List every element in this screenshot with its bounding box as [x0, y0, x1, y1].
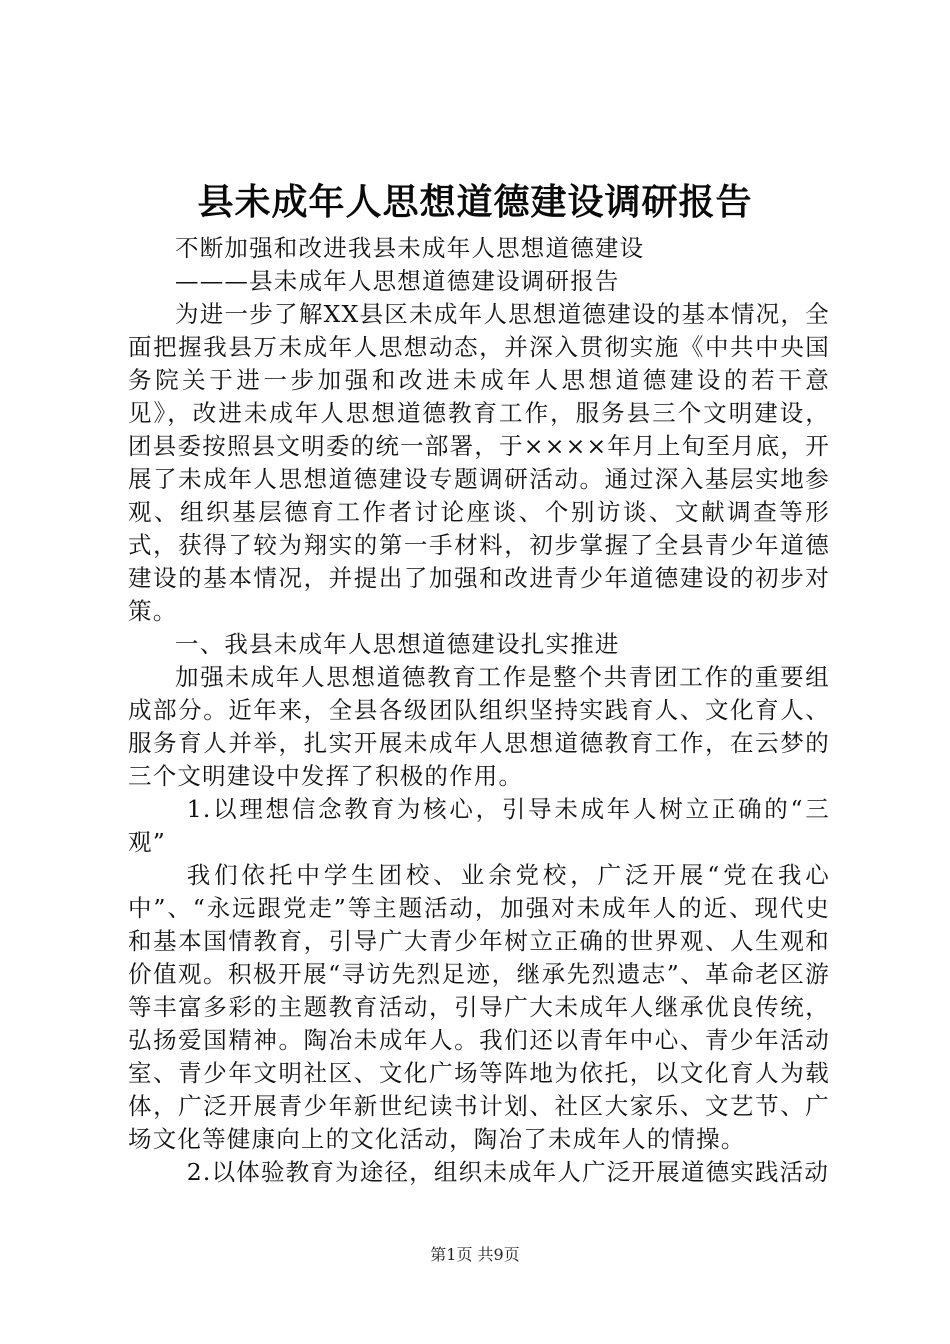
document-body — [128, 232, 830, 1189]
list-item-1: 1.以理想信念教育为核心，引导未成年人树立正确的“三观” — [128, 795, 830, 856]
paragraph-item-1: 我们依托中学生团校、业余党校，广泛开展“党在我心中”、“永远跟党走”等主题活动，加强对未成年人的近、现代史和基本国情教育，引导广大青少年树立正确的世界观、人生观和价值观。积极开展“寻访先烈足迹，继承先烈遗志”、革命老区游等丰富多彩的主题教育活动，引导广大未成年人继承优良传统，弘扬爱国精神。陶冶未成年人。我们还以青年中心、青少年活动室、青少年文明社区、文化广场等阵地为依托，以文化育人为载体，广泛开展青少年新世纪读书计划、社区大家乐、文艺节、广场文化等健康向上的文化活动，陶冶了未成年人的情操。 — [128, 861, 830, 1153]
paragraph-intro: 为进一步了解XX县区未成年人思想道德建设的基本情况，全面把握我县万未成年人思想动态，并深入贯彻实施《中共中央国务院关于进一步加强和改进未成年人思想道德建设的若干意见》，改进未成年人思想道德教育工作，服务县三个文明建设，团县委按照县文明委的统一部署，于××××年月上旬至月底，开展了未成年人思想道德建设专题调研活动。通过深入基层实地参观、组织基层德育工作者讨论座谈、个别访谈、文献调查等形式，获得了较为翔实的第一手材料，初步掌握了全县青少年道德建设的基本情况，并提出了加强和改进青少年道德建设的初步对策。 — [128, 300, 830, 625]
document-title: 县未成年人思想道德建设调研报告 — [197, 181, 753, 223]
paragraph-section-1: 加强未成年人思想道德教育工作是整个共青团工作的重要组成部分。近年来，全县各级团队组织坚持实践育人、文化育人、服务育人并举，扎实开展未成年人思想道德教育工作，在云梦的三个文明建设中发挥了积极的作用。 — [128, 663, 830, 790]
subtitle-line-1: 不断加强和改进我县未成年人思想道德建设 — [175, 234, 645, 262]
section-heading-1: 一、我县未成年人思想道德建设扎实推进 — [175, 630, 620, 658]
list-item-2: 2.以体验教育为途径，组织未成年人广泛开展道德实践活动 — [186, 1158, 830, 1186]
page-number-footer: 第1页 共9页 — [430, 1245, 520, 1264]
subtitle-line-2: ———县未成年人思想道德建设调研报告 — [175, 267, 620, 295]
